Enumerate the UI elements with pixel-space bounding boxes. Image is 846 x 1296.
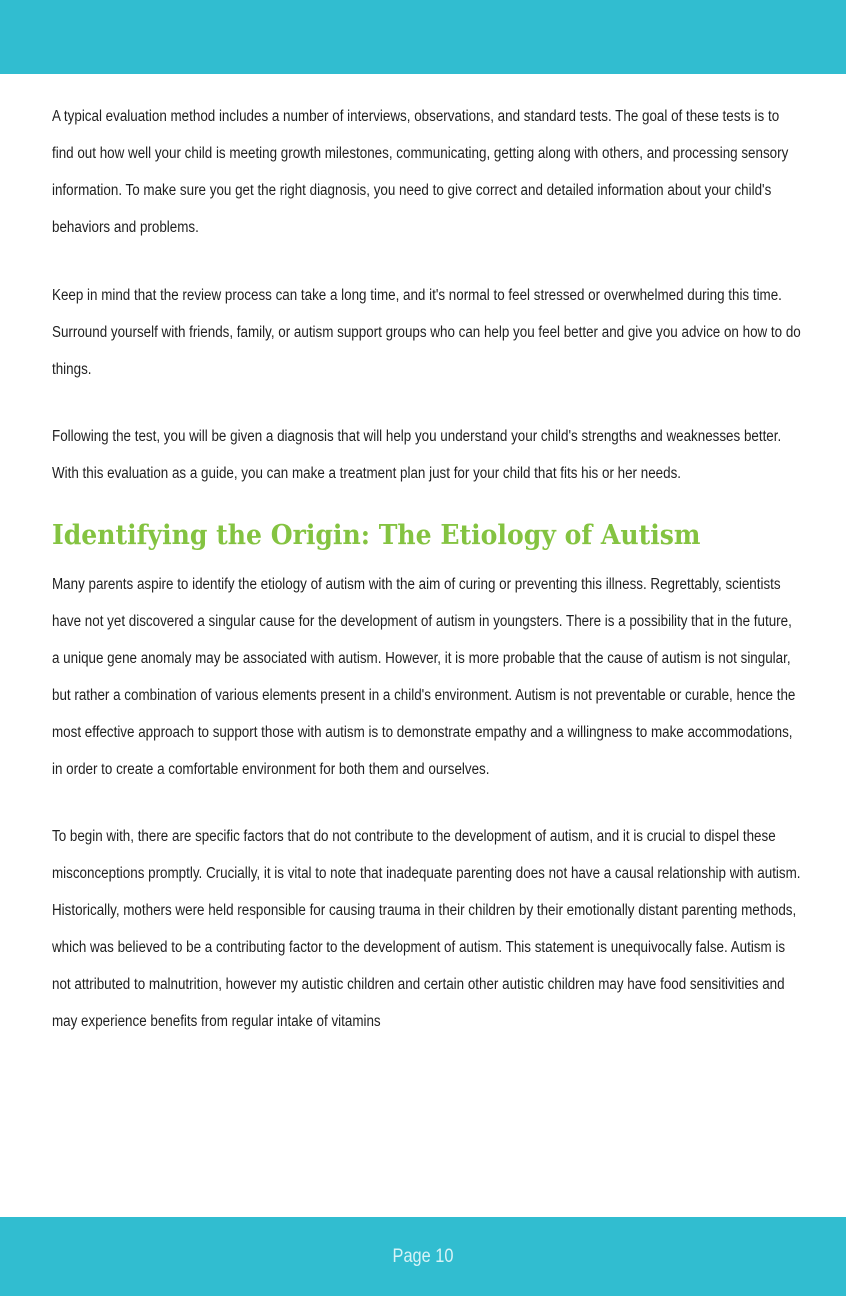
section-heading: Identifying the Origin: The Etiology of Autism xyxy=(52,520,701,551)
paragraph-evaluation-method: A typical evaluation method includes a number of interviews, observations, and standard tests. The goal of these tests is to find out how well your child is meeting growth milestones, communicating, getting along with others, and processing sensory information. To make sure you get the right diagnosis, you need to give correct and detailed information about your child's behaviors and problems. xyxy=(52,108,789,236)
header-band xyxy=(0,0,846,74)
paragraph-review-process: Keep in mind that the review process can take a long time, and it's normal to feel stressed or overwhelmed during this time. Surround yourself with friends, family, or autism support groups who can help you feel better and give you advice on how to do things. xyxy=(52,287,801,378)
page-number: Page 10 xyxy=(392,1246,454,1267)
paragraph-misconceptions: To begin with, there are specific factors that do not contribute to the development of autism, and it is crucial to dispel these misconceptions promptly. Crucially, it is vital to note that inadequate parenting does not have a causal relationship with autism. Historically, mothers were held responsible for causing trauma in their children by their emotionally distant parenting methods, which was believed to be a contributing factor to the development of autism. This statement is unequivocally false. Autism is not attributed to malnutrition, however my autistic children and certain other autistic children may have food sensitivities and may experience benefits from regular intake of vitamins xyxy=(52,828,801,1030)
paragraph-etiology: Many parents aspire to identify the etiology of autism with the aim of curing or preventing this illness. Regrettably, scientists have not yet discovered a singular cause for the development of autism in youngsters. There is a possibility that in the future, a unique gene anomaly may be associated with autism. However, it is more probable that the cause of autism is not singular, but rather a combination of various elements present in a child's environment. Autism is not preventable or curable, hence the most effective approach to support those with autism is to demonstrate empathy and a willingness to make accommodations, in order to create a comfortable environment for both them and ourselves. xyxy=(52,576,796,778)
paragraph-diagnosis: Following the test, you will be given a diagnosis that will help you understand your child's strengths and weaknesses better. With this evaluation as a guide, you can make a treatment plan just for your child that fits his or her needs. xyxy=(52,428,782,482)
